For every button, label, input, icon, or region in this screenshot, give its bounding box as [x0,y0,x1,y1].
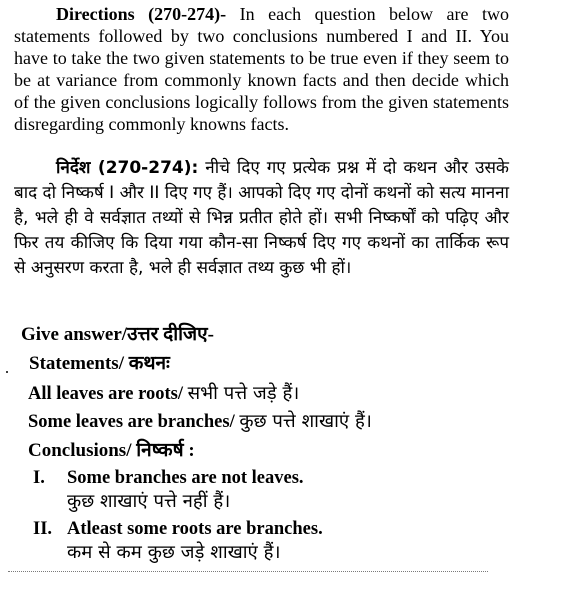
directions-english-body: In each question below are two statements followed by two conclusions numbered I and II. You have to take the two given statements to be true even if they seem to be at variance from commonly known facts and then decide which of the given conclusions logically follows from the given statements disregarding commonly knowns facts. [14,4,510,134]
conclusions-label: Conclusions/ निष्कर्ष : [28,440,195,461]
directions-hindi [14,156,509,281]
page-dot [6,371,8,373]
give-answer-label: Give answer/उत्तर दीजिए- [21,324,214,345]
conclusion-2-number: II. [33,519,53,539]
conclusion-2-english: Atleast some roots are branches. [67,519,323,539]
conclusion-1-hindi: कुछ शाखाएं पत्ते नहीं हैं। [67,491,231,512]
statement-1-hindi: सभी पत्ते जड़े हैं। [187,383,300,404]
conclusion-1-english: Some branches are not leaves. [67,468,304,488]
directions-english-heading: Directions (270-274)- [56,4,227,24]
statement-1-english: All leaves are roots/ [28,384,183,404]
directions-hindi-heading: निर्देश (270-274): [56,158,199,178]
statements-label: Statements/ कथनः [29,353,170,374]
conclusion-2-body [67,518,497,564]
statement-2-english: Some leaves are branches/ [28,412,235,432]
conclusion-1-number: I. [33,468,45,488]
bottom-dotted-divider [8,571,488,572]
directions-hindi-body: नीचे दिए गए प्रत्येक प्रश्न में दो कथन और उसके बाद दो निष्कर्ष I और II दिए गए हैं। आपको दिए गए दोनों कथनों को सत्य मानना है, भले ही वे सर्वज्ञात तथ्यों से भिन्न प्रतीत होते हों। सभी निष्कर्षों को पढ़िए और फिर तय कीजिए कि दिया गया कौन-सा निष्कर्ष दिए गए कथनों का तार्किक रूप से अनुसरण करता है, भले ही सर्वज्ञात तथ्य कुछ भी हों। [14,158,509,278]
statement-1 [28,382,299,406]
conclusion-1-body [67,467,497,513]
directions-english [14,3,509,135]
statement-2-hindi: कुछ पत्ते शाखाएं हैं। [239,411,372,432]
statement-2 [28,410,372,434]
conclusion-2-hindi: कम से कम कुछ जड़े शाखाएं हैं। [67,542,281,563]
